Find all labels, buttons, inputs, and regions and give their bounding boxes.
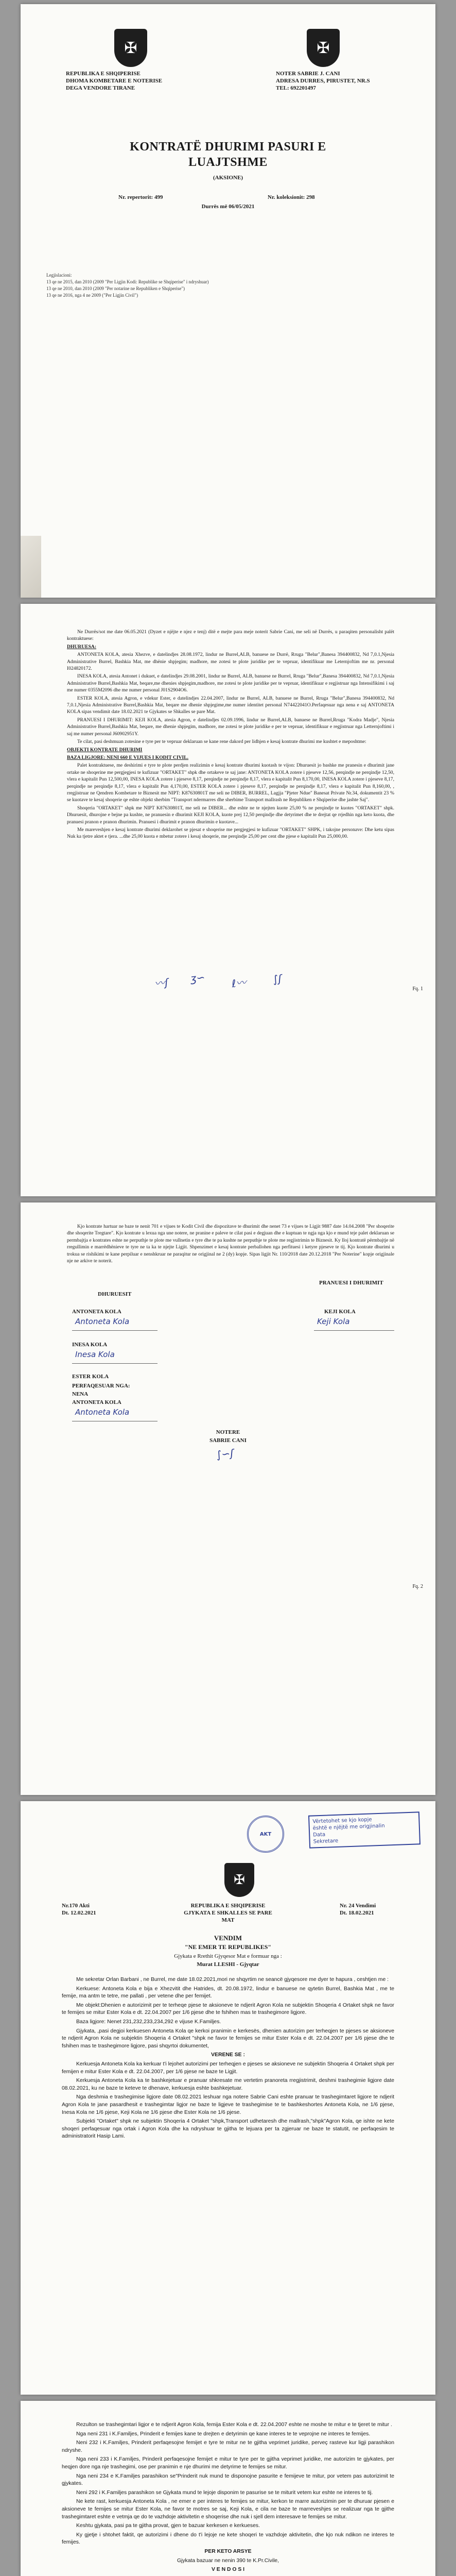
notary-name: SABRIE CANI [209, 1437, 247, 1444]
donor-name-3: ESTER KOLA [72, 1374, 109, 1380]
notary-signature: ∫∽ʃ [215, 1447, 235, 1461]
document-page-5 [21, 2401, 435, 2576]
decision-paragraph: Baza ligjore: Nenet 231,232,233,234,292 e vijuse K.Familjes. [76, 2019, 221, 2025]
act-number: Nr.170 Akti [62, 1903, 90, 1909]
court-emblem-icon: ✠ [224, 1863, 254, 1897]
decision-paragraph: Gjykata, ,pasi degjoi kerkuesen Antoneta Kola qe kerkoi pranimin e kerkesës, dhenien autorizim per terheqjen te pjeses se aksioneve te ndjerit Agron Kola ne subjektin Shoqeria 4 Ortaket "shpk ne favor te femijes se mitur Ester Kola e dt. 22.04.2007 per 1/6 pjese dhe te fshihen mas te trashegimore ligjore, pasi shqyrtoi dokumentet, [62, 2028, 394, 2049]
legislation-heading: Legjislacioni: [46, 273, 72, 278]
page-number: Fq. 2 [412, 1584, 423, 1589]
legislation-item: 13 qe ne 2015, dan 2010 (2009 "Per Ligjin Kodi: Republike se Shqiperise" i ndryshuar) [46, 279, 209, 284]
court-republic: REPUBLIKA E SHQIPERISE [190, 1903, 266, 1909]
closing-paragraph: Kjo kontrate hartuar ne baze te nenit 701 e vijues te Kodit Civil dhe dispozitave te dhurimit dhe nenet 73 e vijues te Ligjit 9887 date 14.04.2008 "Per shoqerite dhe shoqerite Tregtare". Kjo kontrate u lexua nga une notere, ne pranine e paleve te cilat pasi e degjuan dhe e kuptuan te ngja nga kjo e mund teje palet deklaruan se permbajtja e kontrates eshte ne perputhje te plote me vullnetin e tyre dhe te pa kushte ne perputhje te plote me regjistrimin te Biznesit. Ky lloj kontratë përmbajtje në rregullimin e marrëdhënieve te tyre ne ta ka te njejte Ligjit. Shpenzimet e kesaj kontrate perballohen nga perfituesi i ketyre pjeseve te tij. Kjo kontrate dhurimi u trokua se rishikimi te kane perpiluar e nenshkruar ne paraqitur ne origjinal ne 2 (dy) kopje. Sipas ligjit Nr. 110/2018 date 20.12.2018 "Per Noterine" kopje origjinale nje ne arkive te noterit. [67, 1224, 394, 1264]
representative-signature: Antoneta Kola [72, 1408, 157, 1421]
consent-paragraph: Te cilat, pasi deshmuan zotesine e tyre per te vepruar deklaruan se kane rene dakord per lidhjen e kesaj kontrate dhurimi me kushtet e meposhtme: [77, 739, 366, 745]
recipient-label: PRANUESI I DHURIMIT [319, 1280, 383, 1286]
header-line: TEL: 692201497 [276, 85, 316, 91]
document-page-2 [21, 604, 435, 1196]
header-line: DEGA VENDORE TIRANE [66, 85, 135, 91]
court-name: GJYKATA E SHKALLES SE PARE [184, 1910, 272, 1916]
document-subtitle: (AKSIONE) [213, 175, 243, 181]
stamp-line: Sekretare [313, 1838, 339, 1845]
header-line: DHOMA KOMBETARE E NOTERISE [66, 78, 163, 84]
decision-heading: VENDIM [214, 1934, 242, 1942]
decision-date: Dt. 18.02.2021 [340, 1910, 374, 1916]
closing-text [67, 1223, 394, 1265]
donor-name-2: INESA KOLA [72, 1342, 108, 1348]
contract-body [67, 629, 394, 841]
decision-paragraph: Kerkuesja Antoneta Kola ka te bashkejetuar e pranuar shkresate me vertetim pranoreta rregjistrimit, deshmi trashegimie ligjore date 08.02.2021, ku ne baze te keteve te dhenave, kerkuesja eshte bashkejetuar. [62, 2078, 394, 2091]
decision-paragraph: Me sekretar Orlan Barbani , ne Burrel, me date 18.02.2021,mori ne shqyrtim ne seancë gjyqesore me dyer te hapura , ceshtjen me : [76, 1977, 389, 1982]
decision-paragraph: Ky gjetje i shtohet faktit, qe autorizimi i dhene do t'i lejoje ne kete shoqeri te vazhdoje aktivitetin, dhe kjo nuk ndikon ne interes te femijes. [62, 2532, 394, 2546]
coat-of-arms-icon: ✠ [114, 29, 147, 67]
decision-paragraph: Neni 232 i K.Familjes, Prinderit perfaqesojne femijet e tyre te mitur ne te gjitha veprimet juridike, perveç rasteve kur ligji parashikon ndryshe. [62, 2440, 394, 2453]
object-heading: OBJEKTI KONTRATE DHURIMI [67, 747, 143, 753]
decision-number: Nr. 24 Vendimi [340, 1903, 376, 1909]
left-header [66, 70, 162, 92]
decision-paragraph: Nga neni 231 i K.Familjes, Prinderit e femijes kane te drejten e detyrimin qe kane interes te te veprojne ne interes te femijes. [76, 2431, 371, 2437]
page-fold-shadow [21, 536, 41, 598]
donor-name-1: ANTONETA KOLA [72, 1309, 121, 1315]
donors-heading: DHURUESA: [67, 643, 97, 650]
decision-paragraph: Kerkuesja Antoneta Kola ka kerkuar t'i lejohet autorizimi per terheqjen e pjeses se aksioneve ne subjektin Shoqeria 4 Ortaket shpk per femijen e mitur Ester Kola e dt. 22.04.2007, per 1/6 pjese ne baze te Ligjit. [62, 2061, 394, 2075]
decision-body [62, 1976, 394, 2142]
notary-emblem-icon: ✠ [307, 29, 340, 67]
signature-scribble-2: ʒ∽ [189, 971, 206, 985]
legal-basis-line: Gjykata bazuar ne nenin 390 te K.Pr.Civile, [177, 2557, 279, 2564]
legislation-item: 13 qe ne 2010, dan 2010 (2009 "Per notarine ne Republiken e Shqiperise") [46, 286, 185, 291]
reasons-heading: PER KETO ARSYE [204, 2548, 252, 2554]
stamp-line: Vërtetohet se kjo kopje [312, 1817, 372, 1825]
signature-scribble-4: ∫ʃ [272, 972, 283, 986]
signature-scribble-3: ℓ〰 [231, 976, 247, 990]
legislation-item: 13 qe ne 2016, nga 4 ne 2009 ("Per Ligjin Civil") [46, 293, 138, 298]
right-header [276, 70, 370, 92]
document-title-line-1: KONTRATË DHURIMI PASURI E [130, 140, 326, 154]
verdict-heading: V E N D O S I [211, 2567, 245, 2573]
decision-paragraph: Keshtu gjykata, pasi pa te gjitha provat, gjen te bazuar kerkesen e kerkueses. [76, 2523, 260, 2529]
decision-paragraph: Subjekti "Ortaket" shpk ne subjektin Shoqeria 4 Ortaket "shpk,Transport udhetaresh dhe mallrash,"shpk"Agron Kola, qe ishte ne kete shoqeri perfaqesuar nga ortak i Agron Kola dhe ka ndryshuar te gjitha te lejuara per ta zgjeruar ne baze te statutit, ne perfaqesim te administratorit Hasip Lami. [62, 2119, 394, 2140]
signature-scribble-1: 〰ʃ [153, 976, 169, 990]
header-line: ADRESA DURRES, PIRUSTET, NR.S [276, 78, 370, 84]
recipient-paragraph: PRANUESI I DHURIMIT: KEJI KOLA, atesia Agron, e datelindjes 02.09.1996, lindur ne Burrel,ALB, banuese ne Burrel,Rruga "Kodra Madje", Njesia Administrative Burrel,Bashkia Mat, beqare, me dhenie shpjegim, madhore, me zotesi te plote juridike e per te vepruar, identifikuar e regjistruar nga Letternjoftimi i saj me numer personal J60902951Y. [67, 717, 394, 737]
object-paragraph-2: Shoqeria "ORTAKET" shpk me NIPT K87630801T, me seli ne DIBER... dhe eshte ne te njejten kuote 25,00 % ne perqindje te kuotes "ORTAKET" shpk. Dhuruesit, dhurojne e bejne pa kushte, ne pranuesin e dhurimit KEJI KOLA, kuote prej 12,50 perqindje dhe detyrimet dhe te drejtat qe rrjedhin nga keto kuota, dhe pranuesi pranon e pranon dhurimin. Pranuesi i dhurimit e pranon dhurimin e kuotave... [67, 805, 394, 825]
findings-heading: VERENE SE : [211, 2052, 245, 2058]
decision-continuation [62, 2421, 394, 2576]
object-paragraph-1: Palet kontraktuese, me deshirimi e tyre te plote perdjen realizimin e kesaj kontrate dhurimi kuotash te vijon: Dhuruesit jo bashke me pranesin e dhurimit jane ortake ne shoqerine me pergjegjesi te kufizuar "ORTAKET" shpk dhe ortakeve te saj jane: ANTONETA KOLA zotere i pjeseve 12,56, perqindje ne perqindje 12,50, vlera e kapitalit Pun 12,500,00, INESA KOLA zotere i pjeseve 8,17, perqindje ne perqindje 8,17, vlera e kapitalit Pun 8,170,00, INESA KOLA zotere i pjeseve 8,17, perqindje ne perqindje 8,17, vlera e kapitalit Pun 4,170,00, ESTER KOLA zotere i pjeseve 8,17, perqindje ne perqindje 8,17, vlera e kapitalit Pun 8,160,00, , rregjistruar ne Qendren Kombetare te Biznesit me NIPT: K87630801T me seli ne DIBER, BURREL, Lagjja "Pjeter Ndue" Banesat Private Nr.34, dokumentit 23 % se kuotave te kesaj shoqerie qe eshte objekt sherbim "Transport ndermarres dhe sherbime Transport mallrash ne Republiken e Shqiperise dhe jashte Saj". [67, 762, 394, 803]
page-number: Fq. 1 [412, 986, 423, 992]
court-composition: Gjykata e Rrethit Gjyqesor Mat e formuar nga : [174, 1953, 282, 1959]
decision-paragraph: Ne kete rast, kerkuesja Antoneta Kola , ne emer e per interes te femijes se mitur, kerkon te marre autorizimin per te dhuruar pjesen e aksioneve te femijes se mitur Ester Kola, ne favor te motres se saj, Keji Kola, e cila ne baze te marreveshjes se realizuar nga te gjithe trashegimtaret eshte e vetmja qe do te vazhdoje aktivitetin e shoqerise dhe nuk i sjell dem interesave te femijes se mitur. [62, 2499, 394, 2520]
notary-label: NOTERE [216, 1429, 240, 1435]
intro-paragraph: Ne Durrës/sot me date 06.05.2021 (Dyzet e njëjte e njez e tenj) ditë e mejte para meje noterit Sabrie Cani, me seli në Durrës, u paraqiten personalisht palët kontraktuese: [67, 629, 394, 642]
stamp-line: është e njëjtë me origjinalin [312, 1823, 385, 1832]
republic-invocation: "NE EMER TE REPUBLIKES" [184, 1943, 272, 1951]
donor-inesa-paragraph: INESA KOLA, atesia Antonet i dukuet, e datelindjes 29.08.2001, lindur ne Burrel, ALB, banuese ne Burrel, Rruga "Belur",Banesa 394400832, Nd 7,0.1,Njesia Administrative Burrel,Bashkia Mat, beqare,me dhenies shpjegim,madhore, me zotesi te plote juridike per te vepruar, identifikuar e regjistruar nga Intensifikimi i saj me numer 0355M2096 dhe me numer personal J01S2904O6. [67, 673, 394, 693]
court-location: MAT [221, 1917, 235, 1923]
decision-paragraph: Neni 292 i K.Familjes parashikon se Gjykata mund te lejoje disponim te pasurise se te miturit vetem kur eshte ne interes te tij. [76, 2489, 373, 2496]
donor-signature-1: Antoneta Kola [72, 1317, 157, 1331]
decision-paragraph: Kerkuese: Antoneta Kola e bija e Xhezvitit dhe Hatrides, dt. 20.08.1972, lindur e banuese ne qytetin Burrel, Bashkia Mat , me te femije, ma antm te tetre, me pallati , per vetene dhe per femijet. [62, 1986, 394, 1999]
donor-antoneta-paragraph: ANTONETA KOLA, atesia Xhezve, e datelindjes 28.08.1972, lindur ne Burrel,ALB, banuese ne Durrë, Rruga "Belur",Banesa 394400832, Nd 7,0.1,Njesia Administrative Burrel, Bashkia Mat, me dhënie shpjegim; madhore, me zotesi te plote juridike per te vepruar, identifikuar me Leternjoftim me nr. personal I024820172. [67, 652, 394, 672]
decision-paragraph: Nga deshmia e trashegimise ligjore date 08.02.2021 leshuar nga notere Sabrie Cani eshte pranuar te trashegimtaret ligjore te ndjerit Agron Kola te jane pasardhesit e trashegimtar ligjor ne baze te ligjeve te trashegimise te te bashkeshortes Antoneta Kola, ne 1/6 pjese, Inesa Kola ne 1/6 pjese, Keji Kola ne 1/6 pjese dhe Ester Kola ne 1/6 pjese. [62, 2094, 394, 2115]
document-page-3 [21, 1202, 435, 1795]
document-page-1 [21, 4, 435, 598]
header-line: NOTER SABRIE J. CANI [276, 71, 340, 77]
certified-copy-stamp [308, 1811, 420, 1848]
representative-label: PERFAQESUAR NGA: [72, 1383, 130, 1389]
decision-paragraph: Nga neni 233 i K.Familjes, Prinderit perfaqesojne femijet e mitur te tyre per te gjitha veprimet juridike, me autorizim te gjykates, per heqjen dore nga nje trashegimi, ose per pranimin e nje dhurimi me detyrime te femijes se mitur. [62, 2456, 394, 2470]
legislation-notes [46, 272, 209, 299]
mother-label: NENA [72, 1391, 89, 1397]
collection-number: Nr. koleksionit: 298 [268, 194, 315, 200]
judge-line: Murat LLESHI - Gjyqtar [197, 1961, 259, 1968]
donors-label: DHURUESIT [98, 1291, 132, 1297]
representative-name: ANTONETA KOLA [72, 1399, 121, 1405]
recipient-name: KEJI KOLA [324, 1309, 356, 1315]
act-date: Dt. 12.02.2021 [62, 1910, 96, 1916]
document-page-4 [21, 1801, 435, 2395]
repertory-number: Nr. repertorit: 499 [118, 194, 163, 200]
stamp-line: Data [313, 1832, 326, 1838]
recipient-signature: Keji Kola [314, 1317, 394, 1331]
object-paragraph-3: Me mareveshjen e kesaj kontrate dhurimi deklarohet se pjesat e shoqerise me pergjegjesi te kufizuar "ORTAKET" SHPK, i takojne personave: Dhe ketu sipas Nuk ka tjetre aktet e tjera. ...dhe 25,00 kuota e mbetur zotere i kesaj shoqerie, me perqindje 25,00 per cent dhe pjese e kapitalit Pun 25,000,00. [67, 826, 394, 840]
decision-paragraph: Me objekt:Dhenien e autorizimit per te terheqe pjese te aksioneve te ndjerit Agron Kola ne subjektin Shoqeria 4 Ortaket shpk ne favor te femijes se mitur Ester Kola e dt. 22.04.2007 per 1/6 pjese dhe te fshihen mas te trashegimore ligjore. [62, 2002, 394, 2016]
document-date: Durrës më 06/05/2021 [201, 204, 255, 210]
document-title-line-2: LUAJTSHME [188, 156, 268, 169]
decision-paragraph: Nga neni 234 e K.Familjes parashikon se"Prinderit nuk mund te disponojne pasurite e femijeve te mitur, por vetem pas autorizimit te gjykates. [62, 2473, 394, 2487]
donor-ester-paragraph: ESTER KOLA, atesia Agron, e vdekur Ester, e datelindjes 22.04.2007, lindur ne Burrel, ALB, banuese ne Burrel, Rruga "Belur",Banesa 394400832, Nd 7,0.1,Njesia Administrative Burrel,Bashkia Mat, beqare me dhenie shpjegime,me numer identitet personal N74422041O.Perfaqesuar nga nena e saj ANTONETA KOLA sipas vendimit date 18.02.2021 te Gjykates se Shkalles se pare Mat. [67, 695, 394, 715]
decision-paragraph: Rezulton se trashegimtari ligjor e te ndjerit Agron Kola, femija Ester Kola e dt. 22.04.2007 eshte ne moshe te mitur e te tjeret te mitur . [76, 2422, 392, 2428]
round-seal: AKT [247, 1816, 284, 1853]
header-line: REPUBLIKA E SHQIPERISE [66, 71, 141, 77]
donor-signature-2: Inesa Kola [72, 1350, 157, 1364]
legal-basis-heading: BAZA LIGJORE: NENI 660 E VIJUES I KODIT CIVIL. [67, 754, 189, 760]
